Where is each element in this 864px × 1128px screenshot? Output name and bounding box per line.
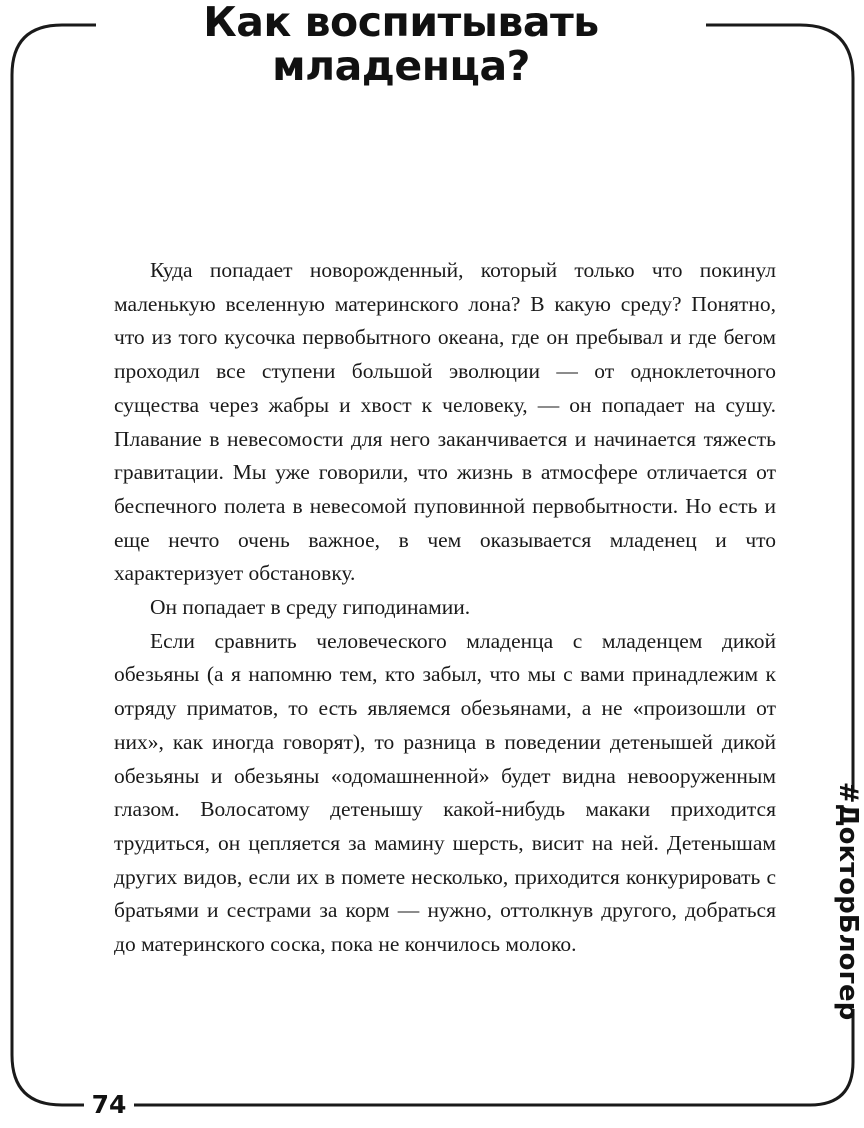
side-hashtag-text: #ДокторБлогер bbox=[833, 781, 863, 1021]
page-number: 74 bbox=[84, 1088, 134, 1122]
side-hashtag bbox=[824, 781, 864, 1021]
paragraph: Если сравнить человеческого младенца с младенцем дикой обезьяны (а я напомню тем, кто забыл, что мы с вами принадлежим к отряду приматов, то есть являемся обезьянами, а не «произошли от них», как иногда говорят), то разница в поведении детенышей дикой обезьяны и обезьяны «одомашненной» будет видна невооруженным глазом. Волосатому детенышу какой-нибудь макаки приходится трудиться, он цепляется за мамину шерсть, висит на ней. Детенышам других видов, если их в помете несколько, приходится конкурировать с братьями и сестрами за корм — нужно, оттолкнув другого, добраться до материнского соска, пока не кончилось молоко. bbox=[114, 628, 776, 957]
page-title: Как воспитывать младенца? bbox=[96, 0, 706, 52]
body-text bbox=[114, 254, 776, 962]
paragraph: Куда попадает новорожденный, который только что покинул маленькую вселенную материнского лона? В какую среду? Понятно, что из того кусочка первобытного океана, где он пребывал и где бегом проходил все ступени большой эволюции — от одноклеточного существа через жабры и хвост к человеку, — он попадает на сушу. Плавание в невесомости для него заканчивается и начинается тяжесть гравитации. Мы уже говорили, что жизнь в атмосфере отличается от беспечного полета в невесомой пуповинной первобытности. Но есть и еще нечто очень важное, в чем оказывается младенец и что характеризует обстановку. bbox=[114, 258, 776, 586]
paragraph: Он попадает в среду гиподинамии. bbox=[150, 595, 471, 620]
